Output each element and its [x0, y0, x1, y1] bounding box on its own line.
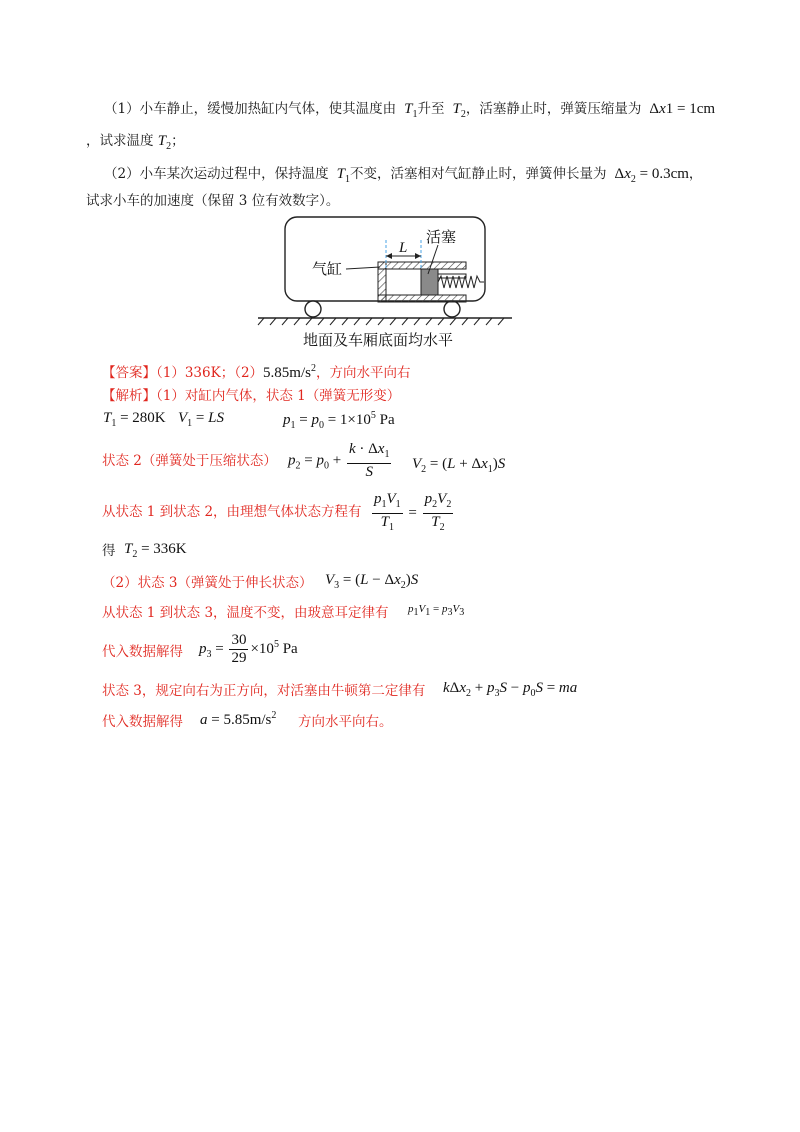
- answer-part1: （1）336K；（2）: [156, 365, 264, 381]
- math-T2: $T_2$: [452, 101, 466, 120]
- q1-text-e: ；: [171, 133, 185, 149]
- label-L: L: [399, 240, 408, 256]
- analysis-state3: （2）状态 3（弹簧处于伸长状态）: [102, 575, 313, 591]
- analysis-from13: 从状态 1 到状态 3，温度不变，由玻意耳定律有: [102, 605, 389, 621]
- analysis-line-1: [102, 386, 400, 406]
- eq-a-result: $a = 5.85m/s^2$: [200, 710, 277, 728]
- piston-rod: [438, 274, 466, 278]
- math-T1: $T_1$: [404, 101, 418, 120]
- q2-text-d: 试求小车的加速度（保留 3 位有效数字）。: [86, 193, 340, 209]
- eq-state1-T1: $T_1 = 280K$: [103, 410, 166, 429]
- piston: [421, 269, 438, 295]
- analysis-direction: 方向水平向右。: [298, 714, 393, 730]
- math-dx1: Δx1 = 1cm: [645, 101, 716, 117]
- analysis-de: 得: [102, 543, 116, 559]
- eq-state2-p2: $p_2 = p_0$ + $\frac{k \cdot \Delta x_1}{S}$: [288, 441, 390, 480]
- eq-T2-result: $T_2 = 336K$: [124, 541, 187, 560]
- eq-state3-V3: $V_3 = (L - \Delta x_2)S$: [325, 572, 419, 591]
- wheel-left: [305, 301, 321, 317]
- cart-cylinder-diagram: [250, 212, 520, 352]
- eq-ideal-gas: $\frac{p_1V_1}{T_1}$ = $\frac{p_2V_2}{T_2}$: [374, 491, 452, 533]
- answer-tag: 【答案】: [102, 365, 156, 381]
- q1-text-a: （1）小车静止，缓慢加热缸内气体，使其温度由: [104, 101, 397, 117]
- q1-text-b: 升至: [417, 101, 445, 117]
- label-cylinder: 气缸: [312, 260, 343, 278]
- math-dx2: $\Delta x_2 = 0.3cm$: [610, 166, 689, 185]
- analysis-from12: 从状态 1 到状态 2，由理想气体状态方程有: [102, 504, 362, 520]
- analysis-state2: 状态 2（弹簧处于压缩状态）: [102, 453, 277, 469]
- eq-state1-V1: $V_1$ = LS: [178, 410, 224, 429]
- math-T1b: $T_1$: [336, 166, 350, 185]
- eq-p3-result: $p_3$ = $\frac{30}{29}$ $\times 10^5$ Pa: [199, 632, 298, 666]
- answer-line: [102, 359, 410, 383]
- eq-state2-V2: $V_2 = (L + \Delta x_1)S$: [412, 456, 506, 475]
- eq-newton: $k\Delta x_2 + p_3S - p_0S$ = ma: [443, 680, 578, 699]
- cylinder-leader: [346, 267, 380, 269]
- q1-text-c: ，活塞静止时，弹簧压缩量为: [465, 101, 642, 117]
- q2-text-b: 不变，活塞相对气缸静止时，弹簧伸长量为: [349, 166, 607, 182]
- analysis-tag: 【解析】: [102, 388, 156, 404]
- figure-caption: 地面及车厢底面均水平: [303, 331, 454, 349]
- analysis-state1: （1）对缸内气体，状态 1（弹簧无形变）: [156, 388, 401, 404]
- analysis-newton: 状态 3，规定向右为正方向，对活塞由牛顿第二定律有: [102, 683, 426, 699]
- label-piston: 活塞: [426, 228, 457, 246]
- answer-part2: ，方向水平向右: [315, 365, 411, 381]
- answer-value: $5.85m/s^2$: [263, 363, 316, 381]
- eq-boyle: $p_1V_1 = p_3V_3$: [408, 603, 465, 619]
- analysis-sub1: 代入数据解得: [102, 644, 183, 660]
- question-1-line-2: [86, 131, 185, 157]
- math-T2b: $T_2$: [157, 133, 172, 152]
- wheel-right: [444, 301, 460, 317]
- q1-text-d: ，试求温度: [86, 133, 154, 149]
- ground-hatch: [258, 318, 504, 325]
- analysis-sub2: 代入数据解得: [102, 714, 183, 730]
- q2-text-a: （2）小车某次运动过程中，保持温度: [104, 166, 329, 182]
- question-1-line-1: [104, 99, 715, 125]
- question-2-line-2: [86, 191, 339, 211]
- eq-state1-p1: $p_1 = p_0 = 1\times 10^5$ Pa: [283, 410, 395, 431]
- question-2-line-1: [104, 164, 702, 190]
- q2-text-c: ，: [688, 166, 703, 182]
